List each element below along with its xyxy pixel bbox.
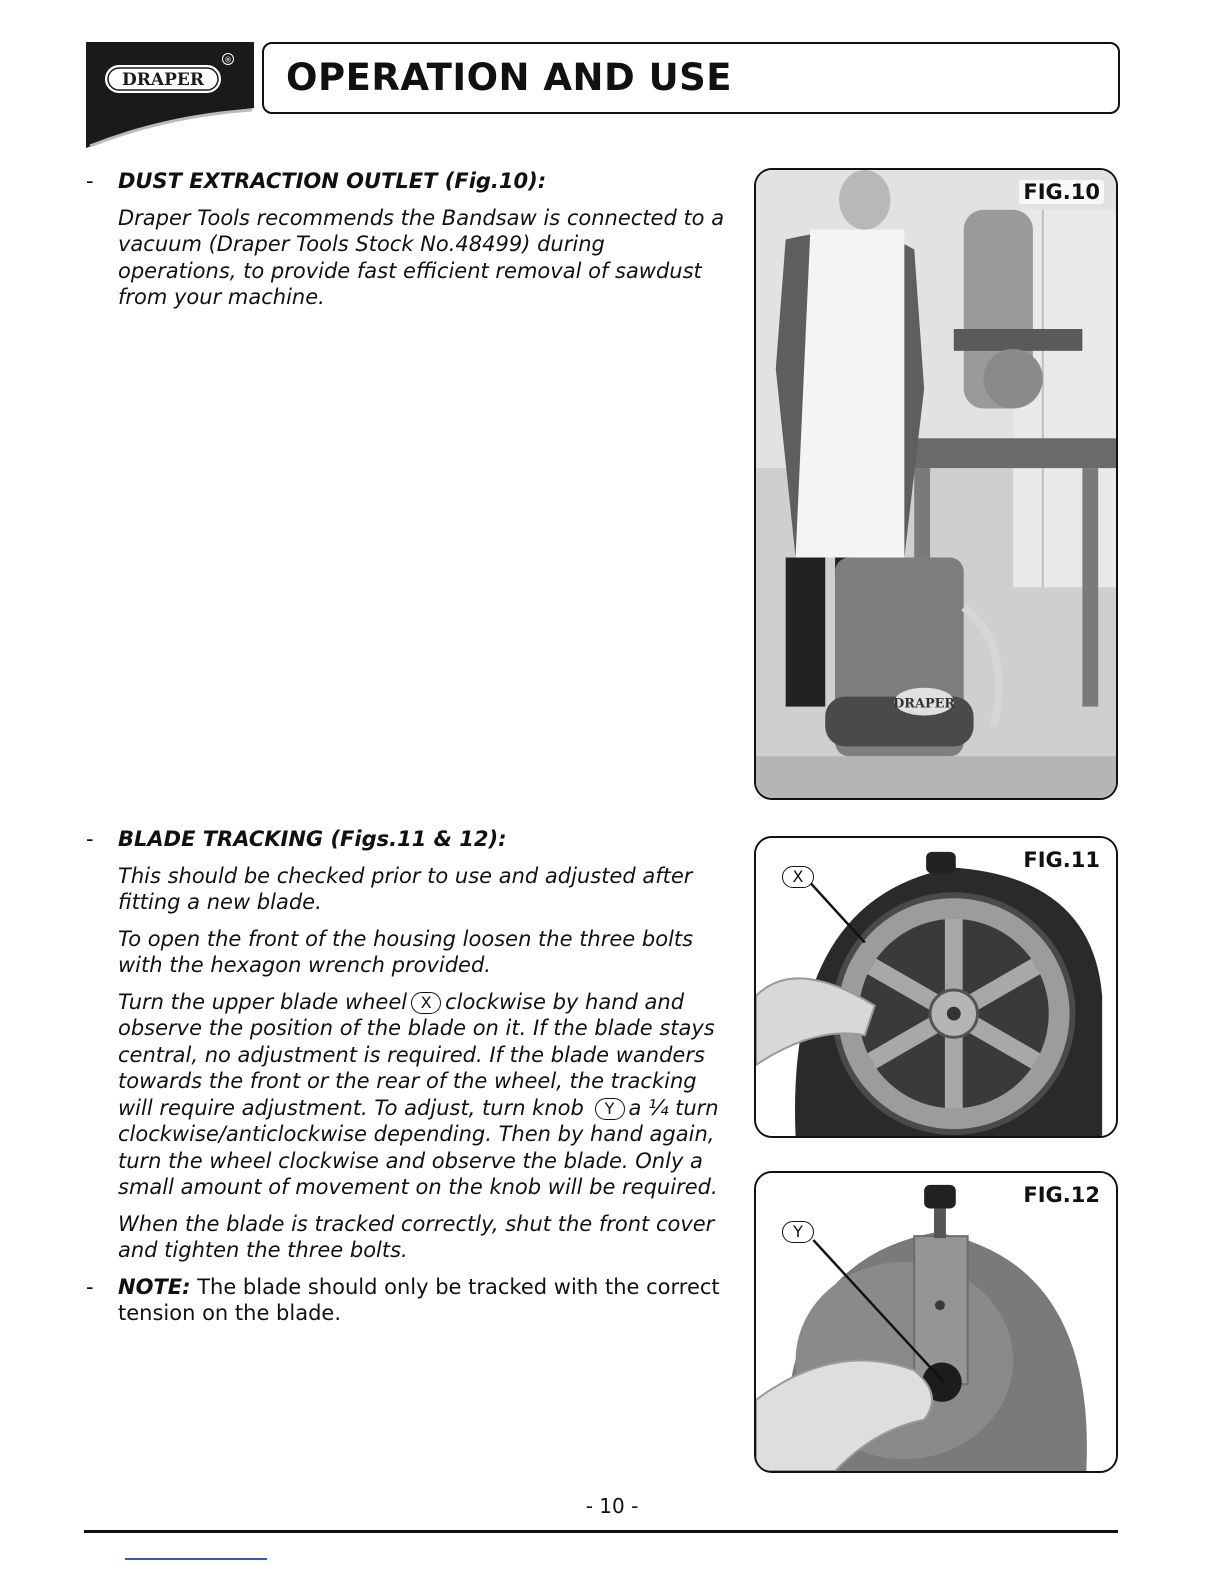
blade-tracking-para-1: This should be checked prior to use and adjusted after fitting a new blade.	[118, 863, 693, 914]
callout-y-badge: Y	[595, 1098, 625, 1120]
blade-tracking-heading	[86, 826, 726, 853]
bullet-dash: -	[86, 169, 94, 193]
note-label: NOTE:	[118, 1274, 191, 1299]
figure-10-label: FIG.10	[1019, 180, 1104, 204]
callout-x-badge: X	[411, 992, 441, 1014]
blade-tracking-para-3	[86, 989, 726, 1201]
title-box	[262, 42, 1120, 114]
footer-link-underline	[125, 1558, 267, 1560]
blade-tracking-para-4: When the blade is tracked correctly, shut the front cover and tighten the three bolts.	[118, 1211, 715, 1262]
footer-divider	[84, 1530, 1118, 1533]
figure-12	[754, 1171, 1118, 1473]
dust-extraction-section	[86, 168, 726, 311]
callout-y: Y	[782, 1221, 814, 1243]
dust-extraction-heading-text: DUST EXTRACTION OUTLET (Fig.10):	[118, 169, 547, 193]
page-number: - 10 -	[585, 1494, 639, 1518]
blade-tracking-para-2: To open the front of the housing loosen the three bolts with the hexagon wrench provided.	[118, 926, 694, 977]
registered-mark: ®	[224, 55, 232, 65]
vacuum-brand: DRAPER	[893, 696, 956, 712]
blade-tracking-section	[86, 826, 726, 1327]
brand-wordmark: DRAPER	[122, 70, 204, 90]
tracking-knob-photo	[756, 1173, 1116, 1471]
dust-extraction-heading	[86, 168, 726, 195]
blade-tracking-heading-text: BLADE TRACKING (Figs.11 & 12):	[118, 827, 507, 851]
figure-12-label: FIG.12	[1019, 1183, 1104, 1207]
para-3-text-b: clockwise by hand and observe the position of the blade on it. If the blade stays central, no adjustment is required. If the blade wanders towards the front or the rear of the wheel, the tracking will require adjustment. To adjust, turn knob	[118, 989, 715, 1120]
blade-tracking-note	[86, 1274, 726, 1327]
bullet-dash: -	[86, 1274, 94, 1299]
figure-11-label: FIG.11	[1019, 848, 1104, 872]
para-3-text-a: Turn the upper blade wheel	[118, 989, 408, 1014]
page-title: OPERATION AND USE	[286, 56, 733, 99]
figure-11	[754, 836, 1118, 1138]
draper-logo	[86, 42, 254, 148]
workshop-photo	[756, 170, 1116, 798]
note-text: The blade should only be tracked with the correct tension on the blade.	[118, 1274, 720, 1325]
figure-10	[754, 168, 1118, 800]
dust-extraction-body: Draper Tools recommends the Bandsaw is connected to a vacuum (Draper Tools Stock No.48499) during operations, to provide fast efficient removal of sawdust from your machine.	[118, 205, 725, 309]
callout-x: X	[782, 866, 814, 888]
para-3-text-c: a ¼ turn clockwise/anticlockwise depending. Then by hand again, turn the wheel clockwise and observe the blade. Only a small amount of movement on the knob will be required.	[118, 1095, 719, 1199]
bullet-dash: -	[86, 827, 94, 851]
